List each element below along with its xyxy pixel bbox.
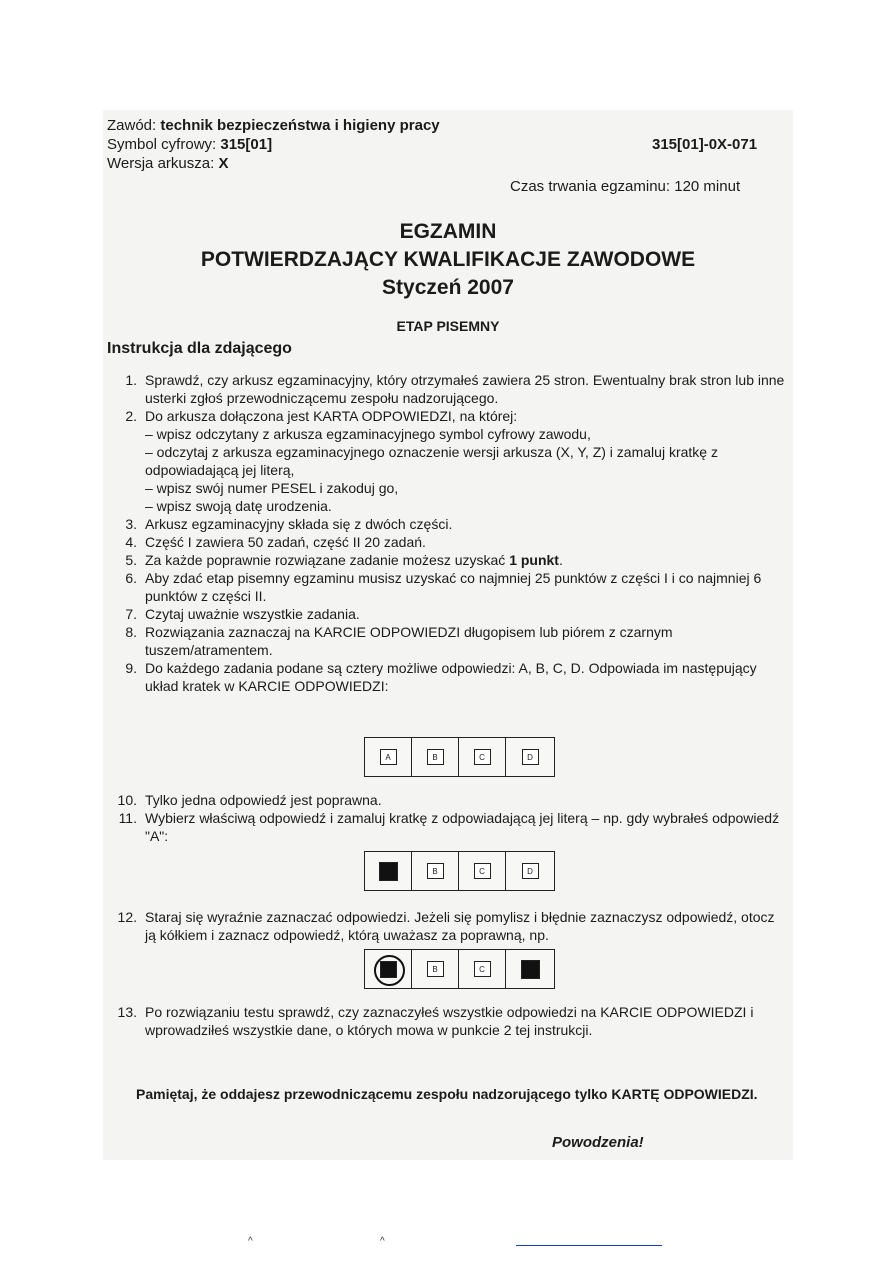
answer-boxes-example [364, 737, 555, 777]
zawod-line [107, 117, 440, 135]
list-item: – odczytaj z arkusza egzaminacyjnego oznaczenie wersji arkusza (X, Y, Z) i zamaluj kratkę z odpowiadającą jej literą, [145, 444, 718, 478]
closing-text: Powodzenia! [552, 1134, 644, 1151]
wersja-line [107, 155, 228, 173]
list-item: 12. Staraj się wyraźnie zaznaczać odpowiedzi. Jeżeli się pomylisz i błędnie zaznaczysz odpowiedź, otocz ją kółkiem i zaznacz odpowiedź, którą uważasz za poprawną, np. [117, 909, 775, 943]
title-line-2: POTWIERDZAJĄCY KWALIFIKACJE ZAWODOWE [200, 248, 696, 271]
exam-code: 315[01]-0X-071 [652, 136, 758, 153]
list-item: 11. Wybierz właściwą odpowiedź i zamaluj kratkę z odpowiadającą jej literą – np. gdy wybrałeś odpowiedź "A": [118, 810, 780, 844]
list-item: – wpisz swój numer PESEL i zakoduj go, [145, 480, 399, 496]
footer-link-underline[interactable] [516, 1245, 662, 1246]
answer-box-c: C [474, 863, 491, 879]
footer-mark: ^ [248, 1236, 253, 1247]
list-item: 4. Część I zawiera 50 zadań, część II 20 zadań. [125, 534, 426, 550]
wersja-label: Wersja arkusza: [107, 155, 215, 172]
answer-box-d: D [522, 749, 539, 765]
list-item: 7. Czytaj uważnie wszystkie zadania. [125, 606, 360, 622]
list-item: 3. Arkusz egzaminacyjny składa się z dwóch części. [125, 516, 453, 532]
reminder-text: Pamiętaj, że oddajesz przewodniczącemu zespołu nadzorującego tylko KARTĘ ODPOWIEDZI. [136, 1086, 758, 1102]
filled-box-a [379, 862, 398, 881]
title-line-1: EGZAMIN [399, 220, 497, 243]
list-item: 8. Rozwiązania zaznaczaj na KARCIE ODPOWIEDZI długopisem lub piórem z czarnym tuszem/atramentem. [125, 624, 673, 658]
list-item: – wpisz odczytany z arkusza egzaminacyjnego symbol cyfrowy zawodu, [145, 426, 591, 442]
list-item: 13. Po rozwiązaniu testu sprawdź, czy zaznaczyłeś wszystkie odpowiedzi na KARCIE ODPOWIEDZI i wprowadziłeś wszystkie dane, o których mowa w punkcie 2 tej instrukcji. [117, 1004, 754, 1038]
answer-box-c: C [474, 749, 491, 765]
symbol-value: 315[01] [220, 136, 273, 153]
title-line-3: Styczeń 2007 [382, 276, 514, 299]
instructions-heading: Instrukcja dla zdającego [107, 340, 292, 357]
list-item: 10. Tylko jedna odpowiedź jest poprawna. [117, 792, 382, 808]
filled-box-d [521, 960, 540, 979]
instructions-list-4 [107, 1003, 787, 1039]
answer-boxes-correction-example [364, 949, 555, 989]
circled-box-a [380, 961, 397, 978]
zawod-label: Zawód: [107, 117, 157, 134]
list-item: 5. Za każde poprawnie rozwiązane zadanie możesz uzyskać 1 punkt. [125, 552, 563, 568]
list-item: 2. Do arkusza dołączona jest KARTA ODPOWIEDZI, na której: [125, 408, 518, 424]
answer-box-a: A [380, 749, 397, 765]
stage-title: ETAP PISEMNY [396, 318, 500, 334]
answer-box-b: B [427, 961, 444, 977]
instructions-list-2 [107, 791, 787, 845]
list-item: – wpisz swoją datę urodzenia. [145, 498, 332, 514]
exam-duration: Czas trwania egzaminu: 120 minut [510, 178, 741, 195]
answer-box-c: C [474, 961, 491, 977]
list-item: 1. Sprawdź, czy arkusz egzaminacyjny, który otrzymałeś zawiera 25 stron. Ewentualny brak stron lub inne usterki zgłoś przewodniczącemu zespołu nadzorującego. [125, 372, 785, 406]
list-item: 6. Aby zdać etap pisemny egzaminu musisz uzyskać co najmniej 25 punktów z części I i co najmniej 6 punktów z części II. [125, 570, 762, 604]
answer-box-d: D [522, 863, 539, 879]
answer-box-b: B [427, 749, 444, 765]
wersja-value: X [218, 155, 229, 172]
answer-boxes-filled-example [364, 851, 555, 891]
answer-box-b: B [427, 863, 444, 879]
symbol-label: Symbol cyfrowy: [107, 136, 217, 153]
instructions-list [107, 371, 787, 695]
instructions-list-3 [107, 908, 787, 944]
list-item: 9. Do każdego zadania podane są cztery możliwe odpowiedzi: A, B, C, D. Odpowiada im następujący układ kratek w KARCIE ODPOWIEDZI: [125, 660, 757, 694]
symbol-line [107, 136, 272, 154]
zawod-value: technik bezpieczeństwa i higieny pracy [160, 117, 440, 134]
footer-mark: ^ [380, 1236, 385, 1247]
